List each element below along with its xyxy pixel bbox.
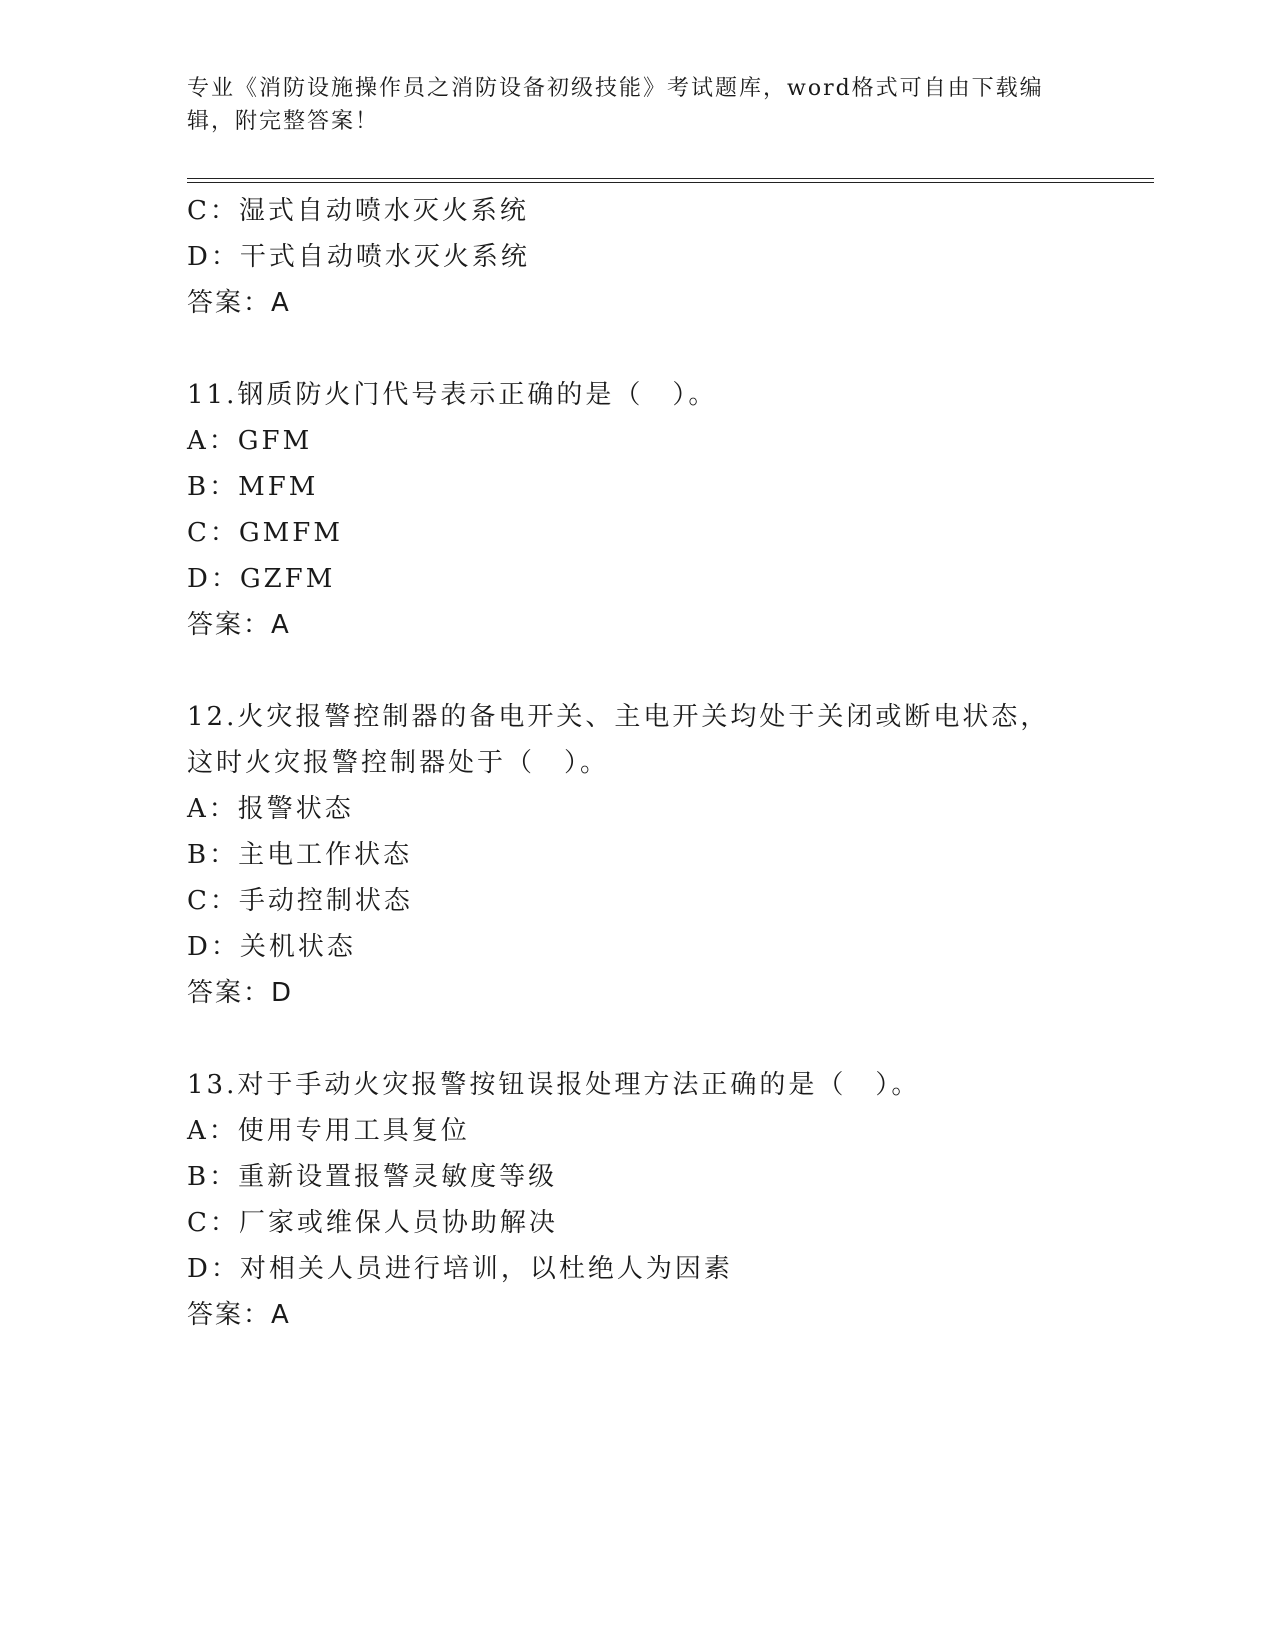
- answer-line: 答案：A: [187, 610, 291, 640]
- option-d: D：关机状态: [187, 932, 356, 962]
- question-stem: 11.钢质防火门代号表示正确的是（ ）。: [187, 380, 718, 410]
- header-divider-bottom: [187, 182, 1154, 183]
- question-13: [187, 1062, 1087, 1338]
- spacer: [187, 1016, 1087, 1062]
- page-header: 专业《消防设施操作员之消防设备初级技能》考试题库，word格式可自由下载编辑，附完整答案！: [187, 76, 1044, 134]
- spacer: [187, 326, 1087, 372]
- option-b: B：主电工作状态: [187, 840, 413, 870]
- option-d: D：GZFM: [187, 564, 336, 594]
- option-b: B：MFM: [187, 472, 319, 502]
- option-d: D：对相关人员进行培训，以杜绝人为因素: [187, 1254, 733, 1284]
- option-d: D：干式自动喷水灭火系统: [187, 242, 530, 272]
- question-stem: 13.对于手动火灾报警按钮误报处理方法正确的是（ ）。: [187, 1070, 921, 1100]
- option-a: A：使用专用工具复位: [187, 1116, 470, 1146]
- spacer: [187, 648, 1087, 694]
- answer-line: 答案：A: [187, 1300, 291, 1330]
- prev-question-block: [187, 188, 1087, 326]
- question-11: [187, 372, 1087, 648]
- answer-line: 答案：D: [187, 978, 294, 1008]
- question-12: [187, 694, 1087, 1016]
- option-c: C：手动控制状态: [187, 886, 413, 916]
- answer-line: 答案：A: [187, 288, 291, 318]
- option-b: B：重新设置报警灵敏度等级: [187, 1162, 558, 1192]
- option-a: A：报警状态: [187, 794, 354, 824]
- option-c: C：GMFM: [187, 518, 343, 548]
- question-content: [187, 188, 1087, 1338]
- question-stem: 12.火灾报警控制器的备电开关、主电开关均处于关闭或断电状态，这时火灾报警控制器处于（ ）。: [187, 702, 1050, 778]
- option-c: C：厂家或维保人员协助解决: [187, 1208, 558, 1238]
- option-c: C：湿式自动喷水灭火系统: [187, 196, 529, 226]
- header-divider-top: [187, 178, 1154, 179]
- option-a: A：GFM: [187, 426, 313, 456]
